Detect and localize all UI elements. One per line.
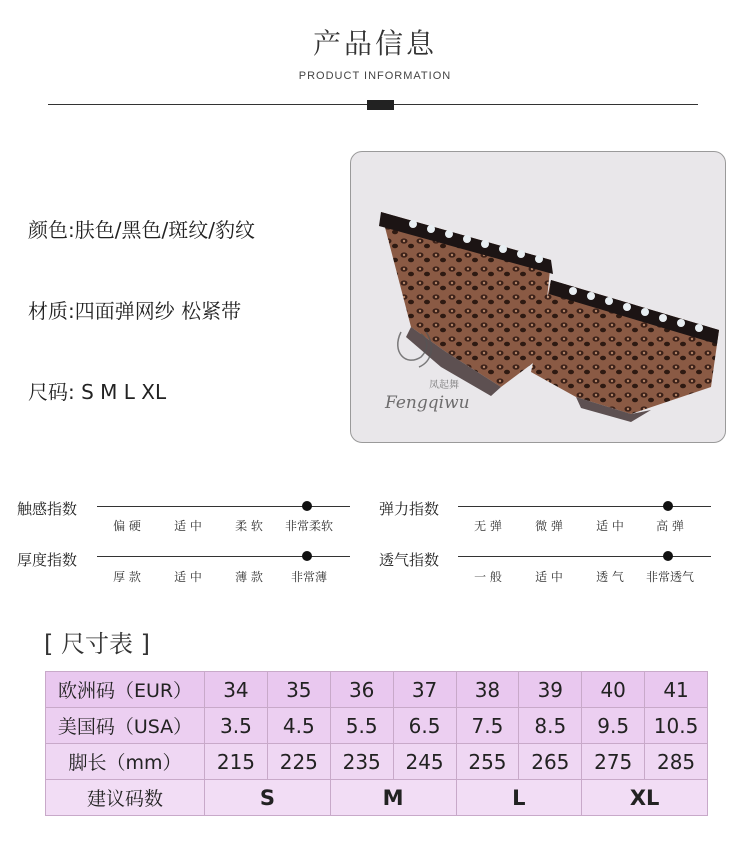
index-option: 厚 款 bbox=[113, 570, 141, 584]
index-option: 非常薄 bbox=[290, 570, 327, 584]
spec-size: 尺码: S M L XL bbox=[28, 380, 167, 404]
index-label-elastic: 弹力指数 bbox=[379, 500, 440, 518]
index-option: 一 般 bbox=[474, 570, 502, 584]
index-scale-breathability bbox=[458, 556, 711, 557]
row-header: 建议码数 bbox=[46, 780, 205, 816]
table-cell: 285 bbox=[645, 744, 708, 780]
size-chart-heading: [ 尺寸表 ] bbox=[44, 630, 150, 658]
index-option: 非常柔软 bbox=[284, 519, 333, 533]
size-m: M bbox=[330, 780, 456, 816]
index-scale-touch bbox=[97, 506, 350, 507]
watermark-en: Fengqiwu bbox=[385, 393, 470, 413]
table-cell: 3.5 bbox=[205, 708, 268, 744]
table-cell: 34 bbox=[205, 672, 268, 708]
index-marker-thickness bbox=[302, 551, 312, 561]
size-xl: XL bbox=[582, 780, 708, 816]
table-cell: 225 bbox=[267, 744, 330, 780]
table-cell: 9.5 bbox=[582, 708, 645, 744]
index-marker-breathability bbox=[663, 551, 673, 561]
table-row bbox=[46, 744, 708, 780]
index-option: 适 中 bbox=[596, 519, 624, 533]
index-label-touch: 触感指数 bbox=[17, 500, 78, 518]
index-option: 适 中 bbox=[174, 519, 202, 533]
divider-marker bbox=[367, 100, 394, 110]
index-option: 高 弹 bbox=[656, 519, 684, 533]
index-label-breathability: 透气指数 bbox=[379, 551, 440, 569]
index-option: 透 气 bbox=[596, 570, 624, 584]
index-marker-elastic bbox=[663, 501, 673, 511]
index-option: 柔 软 bbox=[235, 519, 263, 533]
table-cell: 265 bbox=[519, 744, 582, 780]
table-cell: 6.5 bbox=[393, 708, 456, 744]
index-marker-touch bbox=[302, 501, 312, 511]
index-scale-thickness bbox=[97, 556, 350, 557]
row-header: 美国码（USA） bbox=[46, 708, 205, 744]
index-option: 适 中 bbox=[174, 570, 202, 584]
table-cell: 36 bbox=[330, 672, 393, 708]
table-cell: 37 bbox=[393, 672, 456, 708]
table-cell: 245 bbox=[393, 744, 456, 780]
table-cell: 41 bbox=[645, 672, 708, 708]
table-cell: 235 bbox=[330, 744, 393, 780]
table-cell: 275 bbox=[582, 744, 645, 780]
size-l: L bbox=[456, 780, 582, 816]
index-option: 微 弹 bbox=[535, 519, 563, 533]
size-chart-table bbox=[45, 671, 708, 816]
index-label-thickness: 厚度指数 bbox=[17, 551, 78, 569]
spec-color: 颜色:肤色/黑色/斑纹/豹纹 bbox=[28, 218, 255, 242]
table-row bbox=[46, 708, 708, 744]
index-option: 适 中 bbox=[535, 570, 563, 584]
spec-material: 材质:四面弹网纱 松紧带 bbox=[28, 299, 242, 323]
index-option: 无 弹 bbox=[474, 519, 502, 533]
row-header: 欧洲码（EUR） bbox=[46, 672, 205, 708]
table-row bbox=[46, 672, 708, 708]
table-cell: 10.5 bbox=[645, 708, 708, 744]
size-s: S bbox=[205, 780, 331, 816]
table-cell: 35 bbox=[267, 672, 330, 708]
table-cell: 215 bbox=[205, 744, 268, 780]
index-option: 薄 款 bbox=[235, 570, 263, 584]
index-option: 偏 硬 bbox=[113, 519, 141, 533]
watermark-cn: 凤起舞 bbox=[429, 380, 459, 391]
index-option: 非常透气 bbox=[645, 570, 694, 584]
page-title: 产品信息 bbox=[312, 27, 437, 60]
table-cell: 255 bbox=[456, 744, 519, 780]
table-row bbox=[46, 780, 708, 816]
table-cell: 7.5 bbox=[456, 708, 519, 744]
product-photo bbox=[350, 151, 726, 443]
table-cell: 5.5 bbox=[330, 708, 393, 744]
table-cell: 39 bbox=[519, 672, 582, 708]
table-cell: 40 bbox=[582, 672, 645, 708]
page-subtitle: PRODUCT INFORMATION bbox=[298, 70, 452, 82]
table-cell: 38 bbox=[456, 672, 519, 708]
brief-right bbox=[531, 280, 719, 422]
table-cell: 8.5 bbox=[519, 708, 582, 744]
index-scale-elastic bbox=[458, 506, 711, 507]
row-header: 脚长（mm） bbox=[46, 744, 205, 780]
brief-left bbox=[379, 212, 553, 396]
table-cell: 4.5 bbox=[267, 708, 330, 744]
